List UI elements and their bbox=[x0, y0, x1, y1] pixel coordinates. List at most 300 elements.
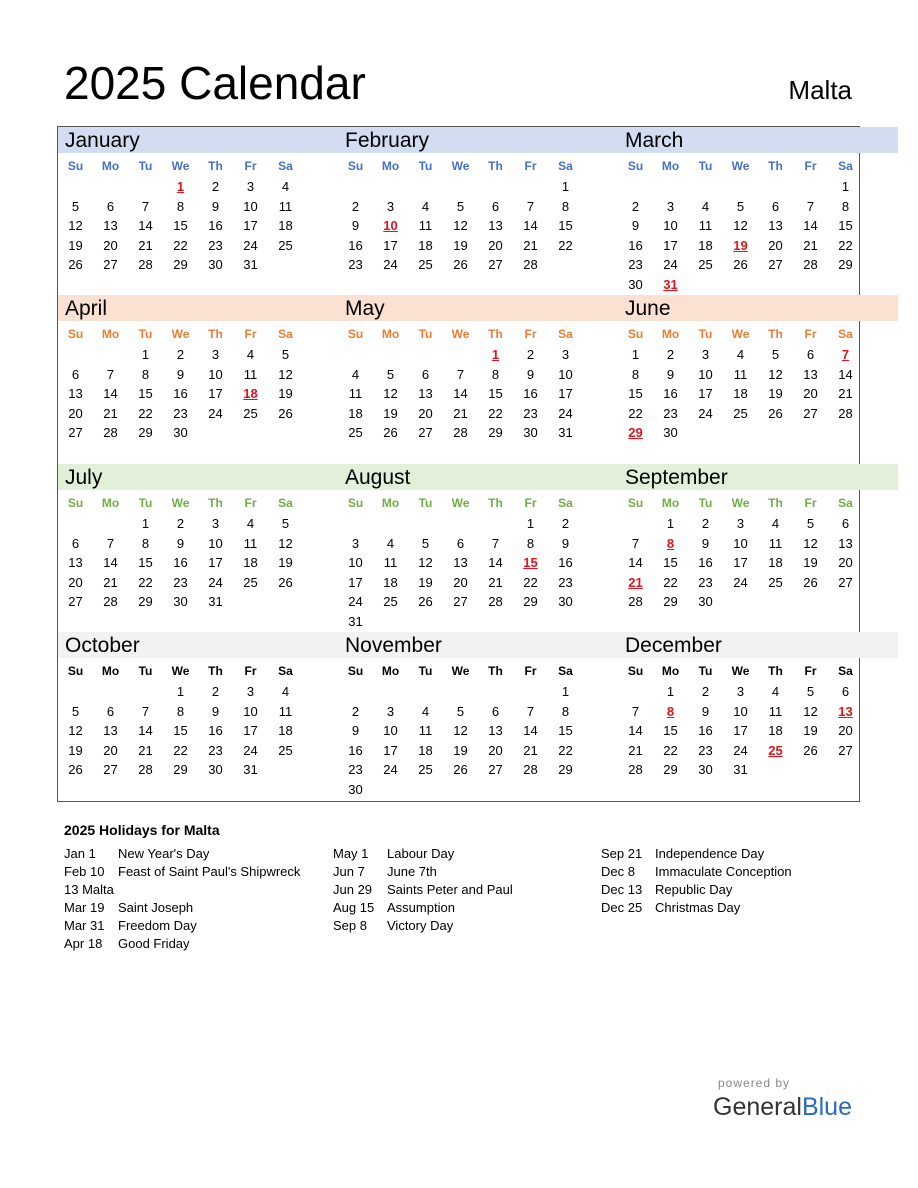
month-name: June bbox=[618, 295, 898, 321]
week-row bbox=[338, 573, 618, 593]
day-cell: 17 bbox=[383, 237, 398, 253]
day-cell: 26 bbox=[68, 762, 83, 777]
day-cell: 30 bbox=[173, 425, 188, 440]
day-cell: 4 bbox=[701, 198, 710, 214]
day-cell: 24 bbox=[733, 574, 748, 590]
day-cell: 23 bbox=[523, 405, 538, 421]
day-cell: 22 bbox=[663, 742, 678, 758]
day-cell: 13 bbox=[838, 703, 853, 719]
day-cell: 27 bbox=[488, 257, 503, 272]
day-cell: 9 bbox=[666, 366, 675, 382]
day-cell bbox=[828, 275, 863, 295]
day-cell: 19 bbox=[453, 237, 468, 253]
day-cell bbox=[338, 345, 373, 365]
day-cell: 9 bbox=[211, 703, 220, 719]
day-cell: 25 bbox=[278, 742, 293, 758]
week-row bbox=[618, 721, 898, 741]
day-cell: 29 bbox=[488, 425, 503, 440]
day-cell bbox=[443, 780, 478, 800]
day-cell bbox=[373, 612, 408, 632]
holiday-date: Dec 13 bbox=[601, 882, 643, 897]
day-cell: 11 bbox=[418, 218, 433, 233]
day-cell: 11 bbox=[243, 535, 258, 551]
day-cell: 19 bbox=[453, 742, 468, 758]
weekday-label: Su bbox=[347, 327, 364, 341]
day-cell: 22 bbox=[838, 237, 853, 253]
page-title: 2025 Calendar bbox=[64, 57, 366, 109]
weekday-label: Su bbox=[627, 159, 644, 173]
weekday-label: Sa bbox=[278, 327, 293, 341]
day-cell: 31 bbox=[243, 762, 258, 777]
day-cell bbox=[513, 612, 548, 632]
day-cell: 13 bbox=[103, 218, 118, 233]
day-cell: 16 bbox=[173, 386, 188, 401]
day-cell: 19 bbox=[278, 555, 293, 570]
day-cell: 24 bbox=[383, 762, 398, 777]
day-cell bbox=[233, 592, 268, 612]
weekday-label: Fr bbox=[244, 327, 257, 341]
day-cell: 31 bbox=[348, 613, 363, 629]
day-cell: 28 bbox=[138, 257, 153, 272]
day-cell bbox=[688, 275, 723, 295]
day-cell bbox=[758, 275, 793, 295]
weekday-label: Fr bbox=[524, 327, 537, 341]
day-cell: 14 bbox=[628, 723, 643, 738]
day-cell bbox=[478, 612, 513, 632]
day-cell: 23 bbox=[348, 257, 363, 272]
day-cell bbox=[723, 275, 758, 295]
day-cell: 27 bbox=[768, 257, 783, 272]
holidays-title: 2025 Holidays for Malta bbox=[64, 822, 220, 838]
week-row bbox=[338, 514, 618, 534]
day-cell: 28 bbox=[103, 594, 118, 609]
day-cell: 10 bbox=[208, 535, 223, 551]
day-cell: 6 bbox=[841, 516, 850, 531]
weekday-label: Fr bbox=[244, 664, 257, 678]
day-cell: 16 bbox=[698, 555, 713, 570]
weekday-label: Th bbox=[488, 159, 503, 173]
holiday-item bbox=[601, 863, 792, 881]
holiday-column bbox=[64, 845, 300, 953]
weekday-label: Su bbox=[347, 496, 364, 510]
weekday-label: Tu bbox=[698, 159, 713, 173]
day-cell: 1 bbox=[666, 684, 675, 699]
holiday-date: Mar 31 bbox=[64, 918, 105, 933]
holiday-column bbox=[333, 845, 513, 935]
day-cell: 8 bbox=[561, 703, 570, 719]
day-cell: 3 bbox=[246, 179, 255, 194]
day-cell: 9 bbox=[631, 218, 640, 233]
day-cell: 16 bbox=[348, 742, 363, 758]
day-cell: 13 bbox=[838, 535, 853, 551]
holiday-name: Republic Day bbox=[655, 882, 733, 897]
day-cell bbox=[58, 177, 93, 197]
holiday-date: May 1 bbox=[333, 846, 369, 861]
day-cell: 14 bbox=[628, 555, 643, 570]
day-cell: 8 bbox=[666, 703, 675, 719]
day-cell: 1 bbox=[176, 684, 185, 699]
day-cell bbox=[513, 682, 548, 702]
day-cell: 6 bbox=[106, 703, 115, 719]
day-cell: 1 bbox=[561, 684, 570, 699]
day-cell: 21 bbox=[803, 237, 818, 253]
holiday-date: Jun 29 bbox=[333, 882, 373, 897]
day-cell: 13 bbox=[103, 723, 118, 738]
day-cell bbox=[478, 514, 513, 534]
day-cell: 14 bbox=[488, 555, 503, 570]
day-cell bbox=[513, 177, 548, 197]
weekday-header bbox=[58, 153, 338, 177]
day-cell bbox=[793, 760, 828, 780]
weekday-header bbox=[618, 153, 898, 177]
day-cell bbox=[828, 592, 863, 612]
weekday-header bbox=[58, 658, 338, 682]
day-cell: 29 bbox=[173, 762, 188, 777]
day-cell: 22 bbox=[663, 574, 678, 590]
day-cell bbox=[58, 682, 93, 702]
day-cell bbox=[688, 177, 723, 197]
day-cell: 27 bbox=[418, 425, 433, 440]
day-cell: 23 bbox=[558, 574, 573, 590]
week-row bbox=[618, 365, 898, 385]
holiday-item bbox=[64, 881, 300, 899]
day-cell: 2 bbox=[561, 516, 570, 531]
day-cell: 14 bbox=[103, 386, 118, 401]
day-cell: 28 bbox=[523, 762, 538, 777]
day-cell bbox=[373, 177, 408, 197]
day-cell: 18 bbox=[768, 555, 783, 570]
day-cell: 15 bbox=[138, 386, 153, 401]
day-cell: 24 bbox=[243, 742, 258, 758]
weekday-label: We bbox=[731, 327, 750, 341]
day-cell: 27 bbox=[68, 425, 83, 440]
week-row bbox=[338, 365, 618, 385]
day-cell: 2 bbox=[631, 198, 640, 214]
day-cell: 7 bbox=[491, 535, 500, 551]
day-cell: 18 bbox=[418, 742, 433, 758]
day-cell: 5 bbox=[806, 516, 815, 531]
holiday-item bbox=[601, 845, 792, 863]
day-cell: 10 bbox=[243, 198, 258, 214]
week-row bbox=[338, 345, 618, 365]
day-cell: 29 bbox=[628, 425, 643, 440]
day-cell: 26 bbox=[278, 405, 293, 421]
day-cell: 25 bbox=[768, 574, 783, 590]
day-cell: 16 bbox=[663, 386, 678, 401]
day-cell: 26 bbox=[803, 574, 818, 590]
month-may bbox=[338, 295, 618, 443]
day-cell: 29 bbox=[663, 762, 678, 777]
day-cell: 25 bbox=[243, 574, 258, 590]
weekday-label: Su bbox=[67, 664, 84, 678]
day-cell: 20 bbox=[838, 723, 853, 738]
weekday-label: Su bbox=[347, 664, 364, 678]
day-cell: 5 bbox=[456, 198, 465, 214]
day-cell: 30 bbox=[698, 762, 713, 777]
day-cell: 14 bbox=[838, 366, 853, 382]
weekday-label: Su bbox=[627, 664, 644, 678]
weekday-label: Fr bbox=[524, 496, 537, 510]
day-cell: 12 bbox=[803, 535, 818, 551]
day-cell: 2 bbox=[176, 516, 185, 531]
holiday-date: Sep 8 bbox=[333, 918, 367, 933]
week-row bbox=[338, 384, 618, 404]
day-cell bbox=[93, 682, 128, 702]
day-cell: 19 bbox=[68, 237, 83, 253]
weekday-label: Sa bbox=[278, 159, 293, 173]
week-row bbox=[58, 553, 338, 573]
weekday-label: We bbox=[171, 664, 190, 678]
day-cell: 8 bbox=[631, 366, 640, 382]
day-cell: 23 bbox=[208, 237, 223, 253]
holiday-name: Feast of Saint Paul's Shipwreck bbox=[118, 864, 301, 879]
weekday-label: Th bbox=[768, 327, 783, 341]
weekday-label: Th bbox=[768, 664, 783, 678]
day-cell bbox=[338, 514, 373, 534]
day-cell: 30 bbox=[698, 594, 713, 609]
day-cell: 29 bbox=[138, 594, 153, 609]
day-cell: 1 bbox=[141, 516, 150, 531]
weekday-label: Tu bbox=[138, 664, 153, 678]
weekday-label: Tu bbox=[698, 496, 713, 510]
day-cell bbox=[128, 177, 163, 197]
weekday-label: Tu bbox=[418, 496, 433, 510]
week-row bbox=[618, 553, 898, 573]
day-cell: 17 bbox=[698, 386, 713, 401]
day-cell: 5 bbox=[806, 684, 815, 699]
day-cell: 28 bbox=[488, 594, 503, 609]
day-cell: 12 bbox=[768, 366, 783, 382]
weekday-label: Fr bbox=[804, 159, 817, 173]
month-name: November bbox=[338, 632, 618, 658]
weekday-label: Fr bbox=[244, 496, 257, 510]
day-cell: 21 bbox=[628, 742, 643, 758]
weekday-label: Mo bbox=[101, 496, 120, 510]
day-cell: 4 bbox=[386, 535, 395, 551]
month-january bbox=[58, 127, 338, 275]
brand-logo: GeneralBlue bbox=[713, 1093, 852, 1121]
month-name: May bbox=[338, 295, 618, 321]
day-cell: 15 bbox=[173, 218, 188, 233]
day-cell: 8 bbox=[841, 198, 850, 214]
day-cell: 3 bbox=[736, 516, 745, 531]
holiday-name: Saints Peter and Paul bbox=[387, 882, 513, 897]
weekday-header bbox=[58, 490, 338, 514]
day-cell: 22 bbox=[138, 405, 153, 421]
day-cell: 2 bbox=[211, 684, 220, 699]
day-cell: 27 bbox=[838, 742, 853, 758]
holiday-item bbox=[333, 899, 513, 917]
day-cell: 30 bbox=[208, 762, 223, 777]
week-row bbox=[338, 404, 618, 424]
day-cell: 19 bbox=[803, 555, 818, 570]
week-row bbox=[58, 423, 338, 443]
day-cell: 26 bbox=[803, 742, 818, 758]
day-cell: 2 bbox=[176, 347, 185, 362]
holiday-item bbox=[333, 845, 513, 863]
weekday-label: Tu bbox=[138, 327, 153, 341]
day-cell: 5 bbox=[386, 366, 395, 382]
day-cell: 18 bbox=[768, 723, 783, 738]
holiday-name: Saint Joseph bbox=[118, 900, 194, 915]
day-cell bbox=[723, 592, 758, 612]
week-row bbox=[618, 702, 898, 722]
day-cell bbox=[443, 345, 478, 365]
week-row bbox=[338, 236, 618, 256]
weekday-label: Fr bbox=[804, 327, 817, 341]
day-cell: 10 bbox=[208, 366, 223, 382]
day-cell: 13 bbox=[418, 386, 433, 401]
day-cell bbox=[688, 423, 723, 443]
holiday-column bbox=[601, 845, 792, 917]
month-name: April bbox=[58, 295, 338, 321]
day-cell: 1 bbox=[526, 516, 535, 531]
week-row bbox=[58, 255, 338, 275]
day-cell: 24 bbox=[383, 257, 398, 272]
week-row bbox=[338, 702, 618, 722]
day-cell: 14 bbox=[523, 723, 538, 738]
month-name: July bbox=[58, 464, 338, 490]
day-cell: 10 bbox=[243, 703, 258, 719]
week-row bbox=[618, 534, 898, 554]
weekday-label: Th bbox=[488, 327, 503, 341]
weekday-label: Sa bbox=[558, 159, 573, 173]
day-cell: 18 bbox=[243, 386, 258, 401]
day-cell: 6 bbox=[491, 703, 500, 719]
day-cell: 3 bbox=[666, 198, 675, 214]
day-cell: 15 bbox=[628, 386, 643, 401]
week-row bbox=[58, 177, 338, 197]
day-cell bbox=[373, 682, 408, 702]
day-cell: 16 bbox=[558, 555, 573, 570]
day-cell: 11 bbox=[733, 366, 748, 382]
day-cell: 19 bbox=[768, 386, 783, 401]
day-cell: 12 bbox=[278, 366, 293, 382]
day-cell: 6 bbox=[71, 535, 80, 551]
day-cell: 11 bbox=[768, 535, 783, 551]
week-row bbox=[618, 345, 898, 365]
weekday-label: Mo bbox=[101, 327, 120, 341]
day-cell: 27 bbox=[838, 574, 853, 590]
month-march bbox=[618, 127, 898, 294]
weekday-label: Th bbox=[488, 664, 503, 678]
day-cell: 7 bbox=[141, 198, 150, 214]
week-row bbox=[618, 592, 898, 612]
holiday-item bbox=[601, 899, 792, 917]
weekday-label: Fr bbox=[524, 664, 537, 678]
day-cell: 24 bbox=[243, 237, 258, 253]
day-cell: 22 bbox=[488, 405, 503, 421]
day-cell: 5 bbox=[456, 703, 465, 719]
day-cell: 4 bbox=[246, 347, 255, 362]
day-cell: 29 bbox=[523, 594, 538, 609]
day-cell: 23 bbox=[173, 574, 188, 590]
day-cell: 1 bbox=[841, 179, 850, 194]
day-cell: 27 bbox=[103, 257, 118, 272]
week-row bbox=[58, 534, 338, 554]
day-cell: 25 bbox=[278, 237, 293, 253]
day-cell: 21 bbox=[103, 574, 118, 590]
day-cell bbox=[373, 345, 408, 365]
weekday-label: Su bbox=[627, 327, 644, 341]
day-cell: 6 bbox=[106, 198, 115, 214]
day-cell: 13 bbox=[803, 366, 818, 382]
day-cell: 22 bbox=[523, 574, 538, 590]
day-cell: 20 bbox=[453, 574, 468, 590]
week-row bbox=[58, 197, 338, 217]
day-cell: 3 bbox=[736, 684, 745, 699]
day-cell: 25 bbox=[418, 762, 433, 777]
day-cell: 11 bbox=[768, 703, 783, 719]
weekday-header bbox=[338, 321, 618, 345]
day-cell: 26 bbox=[733, 257, 748, 272]
day-cell: 5 bbox=[736, 198, 745, 214]
day-cell: 30 bbox=[208, 257, 223, 272]
day-cell: 21 bbox=[523, 237, 538, 253]
day-cell: 6 bbox=[806, 347, 815, 362]
day-cell: 31 bbox=[663, 276, 678, 292]
week-row bbox=[618, 682, 898, 702]
holiday-date: Dec 25 bbox=[601, 900, 643, 915]
day-cell bbox=[828, 760, 863, 780]
week-row bbox=[58, 760, 338, 780]
day-cell: 30 bbox=[628, 276, 643, 292]
day-cell: 23 bbox=[628, 257, 643, 272]
week-row bbox=[58, 514, 338, 534]
day-cell: 15 bbox=[838, 218, 853, 233]
day-cell bbox=[373, 780, 408, 800]
day-cell: 13 bbox=[488, 218, 503, 233]
day-cell bbox=[653, 177, 688, 197]
day-cell: 1 bbox=[666, 516, 675, 531]
day-cell bbox=[548, 780, 583, 800]
day-cell: 16 bbox=[348, 237, 363, 253]
day-cell: 24 bbox=[733, 742, 748, 758]
weekday-label: Tu bbox=[138, 159, 153, 173]
month-april bbox=[58, 295, 338, 443]
weekday-label: Fr bbox=[804, 664, 817, 678]
holiday-name: New Year's Day bbox=[118, 846, 210, 861]
day-cell: 5 bbox=[281, 516, 290, 531]
day-cell: 6 bbox=[771, 198, 780, 214]
day-cell: 9 bbox=[176, 535, 185, 551]
day-cell: 12 bbox=[453, 218, 468, 233]
day-cell: 14 bbox=[803, 218, 818, 233]
day-cell: 6 bbox=[71, 366, 80, 382]
day-cell: 20 bbox=[488, 742, 503, 758]
day-cell: 21 bbox=[488, 574, 503, 590]
day-cell: 10 bbox=[733, 703, 748, 719]
day-cell: 18 bbox=[733, 386, 748, 401]
day-cell: 20 bbox=[838, 555, 853, 570]
day-cell: 4 bbox=[281, 684, 290, 699]
weekday-label: Mo bbox=[661, 664, 680, 678]
weekday-label: Su bbox=[67, 327, 84, 341]
day-cell: 29 bbox=[663, 594, 678, 609]
day-cell: 8 bbox=[491, 366, 500, 382]
holiday-item bbox=[64, 935, 300, 953]
day-cell: 10 bbox=[698, 366, 713, 382]
day-cell: 10 bbox=[558, 366, 573, 382]
month-name: January bbox=[58, 127, 338, 153]
day-cell: 3 bbox=[561, 347, 570, 362]
weekday-label: Mo bbox=[381, 664, 400, 678]
day-cell: 22 bbox=[138, 574, 153, 590]
day-cell: 5 bbox=[281, 347, 290, 362]
day-cell: 18 bbox=[348, 405, 363, 421]
day-cell: 15 bbox=[663, 555, 678, 570]
week-row bbox=[618, 216, 898, 236]
